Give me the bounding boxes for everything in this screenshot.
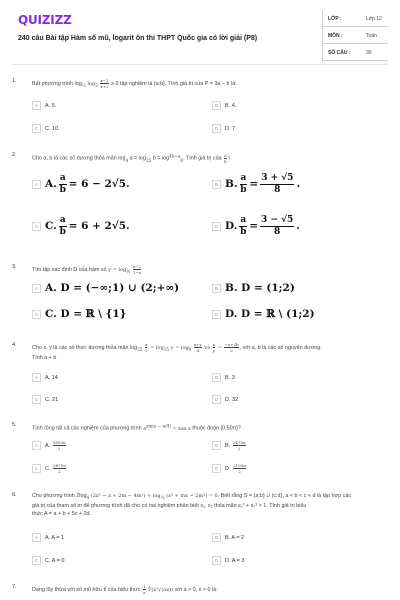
option-letter-box: B — [212, 101, 221, 110]
question-text — [32, 264, 387, 276]
option-math — [45, 173, 130, 196]
option-a[interactable] — [32, 371, 58, 384]
question-text — [32, 492, 387, 518]
option-label: D. 7. — [225, 125, 237, 132]
option-a[interactable] — [32, 279, 179, 297]
question-text-end: . Tính giá trị của — [183, 155, 222, 162]
meta-row-class — [322, 10, 388, 27]
option-letter-box: C — [32, 222, 41, 231]
question-text — [32, 584, 387, 595]
option-d[interactable] — [212, 305, 315, 323]
question-text-line2: Tính a + b — [32, 355, 57, 361]
meta-key: LỚP : — [328, 16, 342, 22]
fraction — [59, 173, 67, 196]
question-text — [32, 152, 387, 165]
option-a[interactable] — [32, 99, 56, 112]
math-expression: $\frac{1853\pi}{2}$ — [52, 440, 66, 451]
question-text-start: Cho a, b là các số dương thỏa mãn log — [32, 155, 126, 162]
page-title: 240 câu Bài tập Hàm số mũ, logarit ôn thi THPT Quốc gia có lời giải (P8) — [18, 35, 258, 42]
math-expression: 4 — [125, 157, 129, 163]
option-letter-box: D — [212, 222, 221, 231]
option-label: D. D = ℝ \ (1;2) — [225, 308, 315, 320]
meta-key: SỐ CÂU : — [328, 50, 351, 56]
option-a[interactable] — [32, 439, 67, 452]
question-number: 1. — [12, 78, 17, 84]
question-text-mid: với a, b là các số nguyên dương. — [241, 345, 322, 351]
option-letter-box: D — [212, 556, 221, 565]
option-prefix: C. — [45, 220, 57, 232]
question-text-end: thuộc đoạn [0;50π]? — [192, 425, 241, 432]
option-math — [225, 215, 300, 238]
fraction-den: b — [240, 226, 247, 237]
question-text-end: với a > 0, x > 0 là: — [174, 587, 218, 593]
meta-value: 30 — [366, 50, 372, 56]
option-letter-box: B — [212, 441, 221, 450]
fraction — [260, 173, 294, 196]
question-text-start: Bất phương trình log — [32, 81, 82, 87]
option-letter-box: B — [212, 533, 221, 542]
option-end: . — [296, 178, 301, 190]
fraction — [59, 215, 67, 238]
option-letter-box: B — [212, 180, 221, 189]
option-label: A. A = 1 — [45, 534, 65, 541]
option-prefix: A. — [45, 178, 57, 190]
option-letter-box: C — [32, 310, 41, 319]
option-b[interactable] — [212, 371, 235, 384]
question-text-start: Tìm tập xác định D của hàm số — [32, 267, 107, 273]
question-text-line3: thức A = a + b + 5c + 2d. — [32, 511, 92, 517]
option-c[interactable] — [32, 554, 64, 567]
fraction-num: 3 + √5 — [261, 172, 294, 183]
option-letter-box: C — [32, 124, 41, 133]
math-expression: $_4$ $(2x^2 - x + 2m - 4m^2) + \log_{\frac{1}{2}} (x^2$ + mx − 2m²) = 0 — [86, 493, 218, 500]
option-label: B. 4. — [225, 102, 237, 109]
question-text-end: ≥ 0 tập nghiệm là (a;b]. Tính giá trị của P = 3a − b là: — [109, 81, 237, 87]
meta-value: Lớp 12 — [366, 16, 382, 22]
option-c[interactable] — [32, 462, 67, 475]
option-label: C. 10. — [45, 125, 60, 132]
quizizz-logo: QUIZIZZ — [18, 13, 72, 27]
option-d[interactable] — [212, 122, 237, 135]
fraction-den: 8 — [274, 184, 281, 195]
math-expression: $\frac{a}{b}$ ? — [224, 152, 231, 164]
option-d[interactable] — [212, 462, 247, 475]
fraction-num: 3 − √5 — [261, 214, 294, 225]
question-number: 3. — [12, 264, 17, 270]
option-a[interactable] — [32, 531, 64, 544]
question-text-line2: giá trị của tham số m để phương trình đã cho có hai nghiệm phân biệt x₁, x₂ thỏa mãn x₁² + x₂² > 1. Tính giá trị biểu — [32, 503, 307, 509]
option-letter-box: D — [212, 395, 221, 404]
option-b[interactable] — [212, 172, 300, 196]
option-letter-box: A — [32, 373, 41, 382]
math-expression: 25 — [145, 157, 152, 163]
fraction — [239, 215, 247, 238]
option-label: D. — [225, 465, 231, 472]
option-prefix: D. — [225, 220, 238, 232]
question-text-start: Tính tổng tất cả các nghiệm của phương trình — [32, 425, 142, 432]
math-expression: $_{25}$ $\frac{x}{2}$ = $\log_{15} y = \log_9$ $\frac{x+y}{4}$ và $\frac{x}{y}$ = $\frac{-a+√b}{2}$ , — [137, 342, 242, 353]
option-letter-box: A — [32, 284, 41, 293]
option-rest: = — [249, 178, 259, 190]
option-d[interactable] — [212, 214, 300, 238]
math-expression: $\frac{2105\pi}{2}$ — [233, 463, 246, 474]
option-letter-box: C — [32, 556, 41, 565]
meta-table — [322, 10, 388, 61]
option-c[interactable] — [32, 393, 58, 406]
question-text — [32, 422, 387, 433]
fraction-num: a — [240, 172, 247, 183]
option-label: B. — [225, 442, 231, 449]
option-label: A. 5. — [45, 102, 57, 109]
math-expression: $^{4b-a}_6$ — [169, 153, 184, 163]
option-letter-box: A — [32, 101, 41, 110]
option-c[interactable] — [32, 305, 126, 323]
option-label: C. 21 — [45, 396, 59, 403]
fraction-den: b — [59, 184, 66, 195]
math-expression: $\frac{2475\pi}{2}$ — [232, 440, 246, 451]
option-c[interactable] — [32, 122, 60, 135]
option-letter-box: A — [32, 533, 41, 542]
option-label: D. A = 3 — [225, 557, 245, 564]
option-b[interactable] — [212, 99, 236, 112]
option-math — [225, 173, 300, 196]
fraction-num: a — [59, 172, 66, 183]
question-number: 2. — [12, 152, 17, 158]
option-a[interactable] — [32, 172, 130, 196]
option-rest: = — [249, 220, 259, 232]
option-b[interactable] — [212, 279, 295, 297]
option-prefix: B. — [225, 178, 238, 190]
option-label: A. — [45, 442, 51, 449]
question-text-start: Dạng lũy thừa với số mũ hữu tỉ của biểu thức — [32, 587, 141, 593]
option-rest: = 6 − 2√5. — [68, 178, 130, 190]
option-end: . — [296, 220, 300, 232]
question-text-mid: a = log — [128, 155, 146, 162]
option-letter-box: C — [32, 395, 41, 404]
math-expression: $y = \log_{\frac{1}{2}}$ $\frac{x-2}{1-x}$ — [106, 264, 141, 275]
header-divider — [12, 64, 388, 65]
question-text-mid: . Biết rằng S = (a;b) ∪ (c;d), a < b < c < d là tập hợp các — [217, 493, 352, 499]
option-b[interactable] — [212, 439, 247, 452]
question-text-mid2: b = log — [151, 155, 170, 162]
option-label: C. — [45, 465, 51, 472]
option-letter-box: D — [212, 124, 221, 133]
option-c[interactable] — [32, 214, 130, 238]
option-math — [45, 215, 130, 238]
option-letter-box: B — [212, 284, 221, 293]
fraction — [240, 173, 248, 196]
question-text — [32, 342, 387, 362]
option-letter-box: C — [32, 464, 41, 473]
fraction-den: b — [59, 226, 66, 237]
option-label: B. A = 2 — [225, 534, 245, 541]
question-text-start: Cho x, y là các số thực dương thỏa mãn log — [32, 345, 138, 351]
question-number: 4. — [12, 342, 17, 348]
meta-key: MÔN : — [328, 33, 343, 39]
question-number: 6. — [12, 492, 17, 498]
question-text-start: Cho phương trình 2log — [32, 493, 87, 499]
option-label: D. 32 — [225, 396, 239, 403]
meta-value: Toán — [366, 33, 377, 39]
option-label: B. D = (1;2) — [225, 282, 295, 294]
meta-row-subject — [322, 27, 388, 44]
option-letter-box: D — [212, 464, 221, 473]
option-d[interactable] — [212, 554, 244, 567]
question-number: 5. — [12, 422, 17, 428]
page-header — [0, 0, 400, 64]
math-expression: $\frac{2671\pi}{2}$ — [53, 463, 66, 474]
fraction-den: b — [240, 184, 247, 195]
option-label: C. D = ℝ \ {1} — [45, 308, 127, 320]
option-letter-box: A — [32, 441, 41, 450]
fraction — [260, 215, 294, 238]
math-expression: $e^{sin(x - \pi/4)} = \tan x$ — [141, 423, 193, 432]
math-expression: $\frac{1}{a}$ ∜(x³√(ax)) — [143, 584, 175, 595]
fraction-den: 8 — [274, 226, 281, 237]
meta-row-count — [322, 44, 388, 61]
math-expression: $_{\frac{1}{3}}$ $\log_3$ $\frac{x-2}{x+2}$ — [81, 78, 109, 89]
option-label: B. 3 — [225, 374, 235, 381]
fraction-num: a — [59, 214, 66, 225]
option-label: A. D = (−∞;1) ∪ (2;+∞) — [45, 282, 180, 294]
option-label: C. A = 0 — [45, 557, 65, 564]
question-text — [32, 78, 387, 90]
option-label: A. 14 — [45, 374, 58, 381]
option-letter-box: A — [32, 180, 41, 189]
option-b[interactable] — [212, 531, 244, 544]
option-letter-box: B — [212, 373, 221, 382]
question-number: 7. — [12, 584, 17, 590]
option-letter-box: D — [212, 310, 221, 319]
option-rest: = 6 + 2√5. — [68, 220, 130, 232]
option-d[interactable] — [212, 393, 238, 406]
fraction-num: a — [240, 214, 247, 225]
